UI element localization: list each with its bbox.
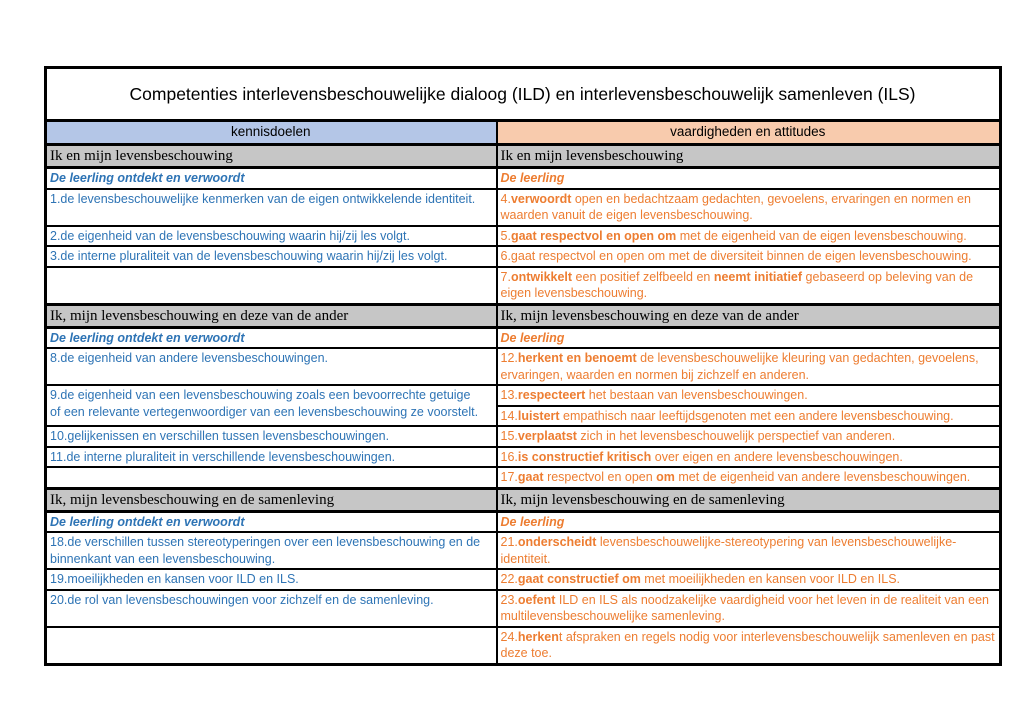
goal-cell: 8.de eigenheid van andere levensbeschouwingen. xyxy=(46,348,497,385)
table-row xyxy=(46,267,1001,305)
table-row xyxy=(46,532,1001,569)
skill-cell: 14.luistert empathisch naar leeftijdsgenoten met een andere levensbeschouwing. xyxy=(497,406,1001,427)
table-row xyxy=(46,226,1001,247)
skill-cell: 17.gaat respectvol en open om met de eigenheid van andere levensbeschouwingen. xyxy=(497,467,1001,488)
leader-cell-left: De leerling ontdekt en verwoordt xyxy=(46,168,497,189)
leader-cell-left: De leerling ontdekt en verwoordt xyxy=(46,511,497,532)
table-row xyxy=(46,590,1001,627)
title-row xyxy=(46,68,1001,121)
leader-cell-right: De leerling xyxy=(497,168,1001,189)
section-header-right: Ik, mijn levensbeschouwing en deze van de ander xyxy=(497,304,1001,327)
leader-row xyxy=(46,511,1001,532)
skill-cell: 15.verplaatst zich in het levensbeschouwelijk perspectief van anderen. xyxy=(497,426,1001,447)
skill-cell: 23.oefent ILD en ILS als noodzakelijke vaardigheid voor het leven in de realiteit van een multilevensbeschouwelijke samenleving. xyxy=(497,590,1001,627)
column-header-vaardigheden: vaardigheden en attitudes xyxy=(497,121,1001,145)
column-header-kennisdoelen: kennisdoelen xyxy=(46,121,497,145)
section-header-row xyxy=(46,488,1001,511)
table-row xyxy=(46,189,1001,226)
skill-cell: 21.onderscheidt levensbeschouwelijke-stereotypering van levensbeschouwelijke-identiteit. xyxy=(497,532,1001,569)
goal-cell: 20.de rol van levensbeschouwingen voor zichzelf en de samenleving. xyxy=(46,590,497,627)
skill-cell: 13.respecteert het bestaan van levensbeschouwingen. xyxy=(497,385,1001,406)
skill-cell: 12.herkent en benoemt de levensbeschouwelijke kleuring van gedachten, gevoelens, ervaringen, waarden en normen bij zichzelf en anderen. xyxy=(497,348,1001,385)
leader-row xyxy=(46,327,1001,348)
empty-cell xyxy=(46,267,497,305)
section-header-left: Ik, mijn levensbeschouwing en deze van de ander xyxy=(46,304,497,327)
page-title: Competenties interlevensbeschouwelijke dialoog (ILD) en interlevensbeschouwelijk samenleven (ILS) xyxy=(46,68,1001,121)
table-row xyxy=(46,569,1001,590)
skill-cell: 22.gaat constructief om met moeilijkheden en kansen voor ILD en ILS. xyxy=(497,569,1001,590)
section-header-left: Ik en mijn levensbeschouwing xyxy=(46,145,497,168)
goal-cell: 9.de eigenheid van een levensbeschouwing zoals een bevoorrechte getuige of een relevante vertegenwoordiger van een levensbeschouwing ze voorstelt. xyxy=(46,385,497,426)
section-header-row xyxy=(46,304,1001,327)
leader-cell-right: De leerling xyxy=(497,327,1001,348)
skill-cell: 16.is constructief kritisch over eigen en andere levensbeschouwingen. xyxy=(497,447,1001,468)
leader-row xyxy=(46,168,1001,189)
leader-cell-right: De leerling xyxy=(497,511,1001,532)
skill-cell: 24.herkent afspraken en regels nodig voor interlevensbeschouwelijk samenleven en past deze toe. xyxy=(497,627,1001,665)
section-header-right: Ik en mijn levensbeschouwing xyxy=(497,145,1001,168)
goal-cell: 2.de eigenheid van de levensbeschouwing waarin hij/zij les volgt. xyxy=(46,226,497,247)
empty-cell xyxy=(46,627,497,665)
goal-cell: 11.de interne pluraliteit in verschillende levensbeschouwingen. xyxy=(46,447,497,468)
section-header-row xyxy=(46,145,1001,168)
skill-cell: 5.gaat respectvol en open om met de eigenheid van de eigen levensbeschouwing. xyxy=(497,226,1001,247)
section-header-right: Ik, mijn levensbeschouwing en de samenleving xyxy=(497,488,1001,511)
table-row xyxy=(46,627,1001,665)
skill-cell: 7.ontwikkelt een positief zelfbeeld en neemt initiatief gebaseerd op beleving van de eigen levensbeschouwing. xyxy=(497,267,1001,305)
goal-cell: 3.de interne pluraliteit van de levensbeschouwing waarin hij/zij les volgt. xyxy=(46,246,497,267)
goal-cell: 18.de verschillen tussen stereotyperingen over een levensbeschouwing en de binnenkant van een levensbeschouwing. xyxy=(46,532,497,569)
competences-table xyxy=(44,66,1002,666)
column-header-row xyxy=(46,121,1001,145)
table-row xyxy=(46,246,1001,267)
skill-cell: 6.gaat respectvol en open om met de diversiteit binnen de eigen levensbeschouwing. xyxy=(497,246,1001,267)
table-row xyxy=(46,447,1001,468)
section-header-left: Ik, mijn levensbeschouwing en de samenleving xyxy=(46,488,497,511)
table-body xyxy=(46,145,1001,665)
table-row xyxy=(46,348,1001,385)
table-row xyxy=(46,426,1001,447)
goal-cell: 1.de levensbeschouwelijke kenmerken van de eigen ontwikkelende identiteit. xyxy=(46,189,497,226)
table-row xyxy=(46,385,1001,406)
table-row xyxy=(46,467,1001,488)
goal-cell: 19.moeilijkheden en kansen voor ILD en ILS. xyxy=(46,569,497,590)
leader-cell-left: De leerling ontdekt en verwoordt xyxy=(46,327,497,348)
goal-cell: 10.gelijkenissen en verschillen tussen levensbeschouwingen. xyxy=(46,426,497,447)
skill-cell: 4.verwoordt open en bedachtzaam gedachten, gevoelens, ervaringen en normen en waarden vanuit de eigen levensbeschouwing. xyxy=(497,189,1001,226)
empty-cell xyxy=(46,467,497,488)
